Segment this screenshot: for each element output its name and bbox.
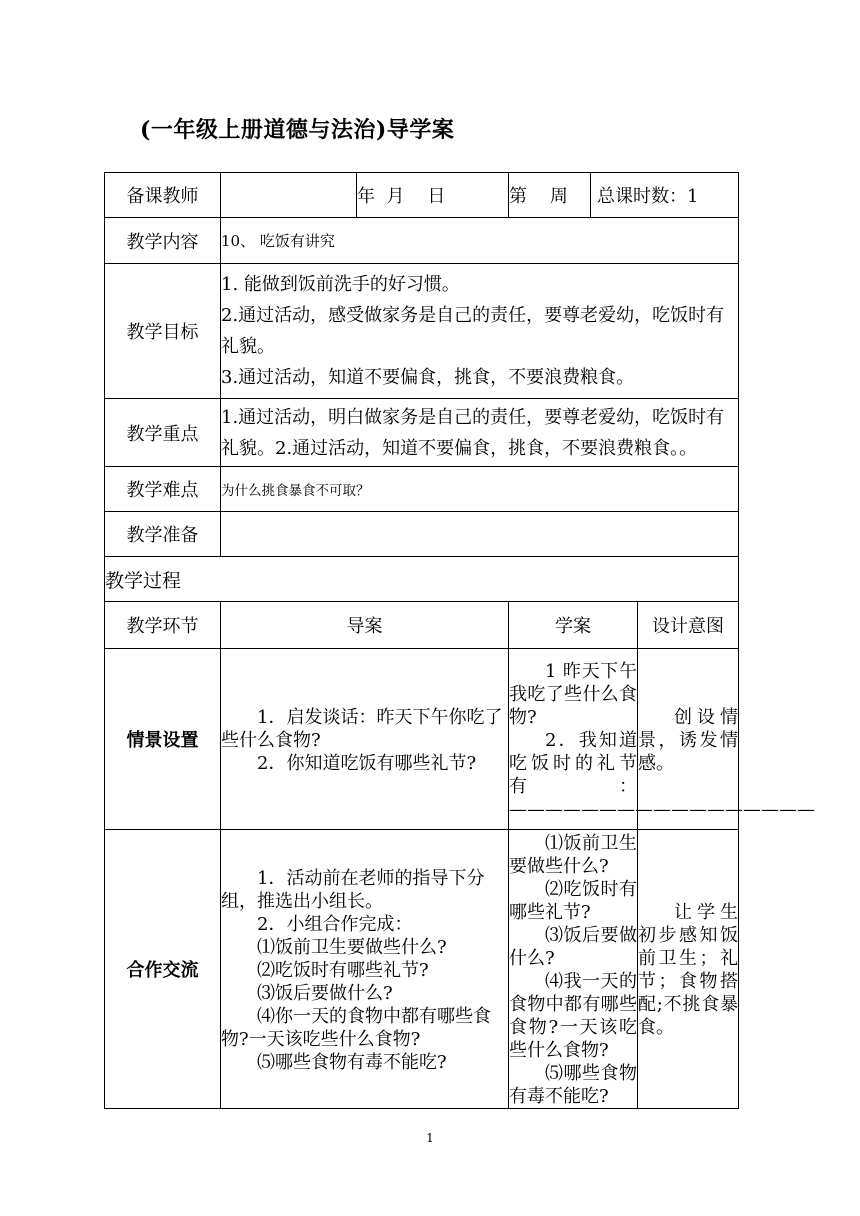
guide-cell — [221, 649, 509, 830]
guide-header: 导案 — [221, 602, 509, 649]
guide-cell — [221, 830, 509, 1109]
total-hours-label: 总课时数：1 — [591, 173, 739, 218]
preparation-row — [105, 512, 739, 557]
stage-header: 教学环节 — [105, 602, 221, 649]
preparation-value — [221, 512, 739, 557]
guide-line: 1．活动前在老师的指导下分组，推选出小组长。 — [221, 867, 485, 912]
guide-line: ⑸哪些食物有毒不能吃? — [257, 1051, 447, 1073]
process-header-row — [105, 602, 739, 649]
goal-item: 1. 能做到饭前洗手的好习惯。 — [221, 274, 460, 295]
preparation-label: 教学准备 — [105, 512, 221, 557]
difficulty-row — [105, 467, 739, 512]
teacher-label: 备课教师 — [105, 173, 221, 218]
guide-line: ⑶饭后要做什么? — [257, 982, 393, 1004]
study-line: ⑵吃饭时有哪些礼节? — [509, 879, 637, 923]
key-points-label: 教学重点 — [105, 399, 221, 467]
document-title: (一年级上册道德与法治)导学案 — [140, 117, 455, 143]
process-row-scenario — [105, 649, 739, 830]
process-label: 教学过程 — [105, 557, 739, 602]
difficulty-label: 教学难点 — [105, 467, 221, 512]
key-points-row — [105, 399, 739, 467]
goals-row — [105, 264, 739, 399]
study-line: 1 昨天下午我吃了些什么食物? — [509, 660, 637, 728]
guide-line: 2．小组合作完成： — [257, 913, 413, 935]
study-header: 学案 — [509, 602, 638, 649]
content-value: 10、 吃饭有讲究 — [221, 218, 739, 264]
guide-line: ⑴饭前卫生要做些什么? — [257, 936, 447, 958]
goals-label: 教学目标 — [105, 264, 221, 399]
key-points-value: 1.通过活动，明白做家务是自己的责任，要尊老爱幼，吃饭时有礼貌。2.通过活动，知道不要偏食，挑食，不要浪费粮食。。 — [221, 399, 739, 467]
process-row — [105, 557, 739, 602]
study-line: ⑸哪些食物有毒不能吃? — [509, 1063, 637, 1107]
guide-line: ⑵吃饭时有哪些礼节? — [257, 959, 429, 981]
stage-cell: 情景设置 — [105, 649, 221, 830]
difficulty-value: 为什么挑食暴食不可取？ — [221, 467, 739, 512]
guide-line: 1．启发谈话：昨天下午你吃了些什么食物? — [221, 706, 503, 751]
intent-line: 让学生初步感知饭前卫生；礼节；食物搭配;不挑食暴食。 — [638, 902, 739, 1038]
lesson-plan-table — [104, 172, 815, 1109]
goals-value — [221, 264, 739, 399]
header-row — [105, 173, 739, 218]
teacher-value — [221, 173, 357, 218]
stage-cell: 合作交流 — [105, 830, 221, 1109]
week-label: 第 周 — [509, 173, 591, 218]
study-cell — [509, 830, 638, 1109]
guide-line: 2．你知道吃饭有哪些礼节? — [257, 752, 477, 774]
goal-item: 2.通过活动，感受做家务是自己的责任，要尊老爱幼，吃饭时有礼貌。 — [221, 305, 725, 357]
study-line: ⑷我一天的食物中都有哪些食物?一天该吃些什么食物? — [509, 971, 637, 1061]
process-row-cooperation — [105, 830, 739, 1109]
goal-item: 3.通过活动，知道不要偏食，挑食，不要浪费粮食。 — [221, 367, 635, 388]
page-number: 1 — [426, 1131, 434, 1145]
content-row — [105, 218, 739, 264]
date-label: 年 月 日 — [357, 173, 509, 218]
intent-line: 创设情景，诱发情感。 — [638, 706, 739, 774]
study-line: 2．我知道吃饭时的礼节有：————————————————— — [509, 729, 815, 820]
intent-header: 设计意图 — [638, 602, 739, 649]
study-line: ⑴饭前卫生要做些什么? — [509, 833, 637, 877]
guide-line: ⑷你一天的食物中都有哪些食物?一天该吃些什么食物? — [221, 1005, 491, 1050]
content-label: 教学内容 — [105, 218, 221, 264]
intent-cell — [638, 830, 739, 1109]
study-line: ⑶饭后要做什么? — [509, 925, 637, 969]
